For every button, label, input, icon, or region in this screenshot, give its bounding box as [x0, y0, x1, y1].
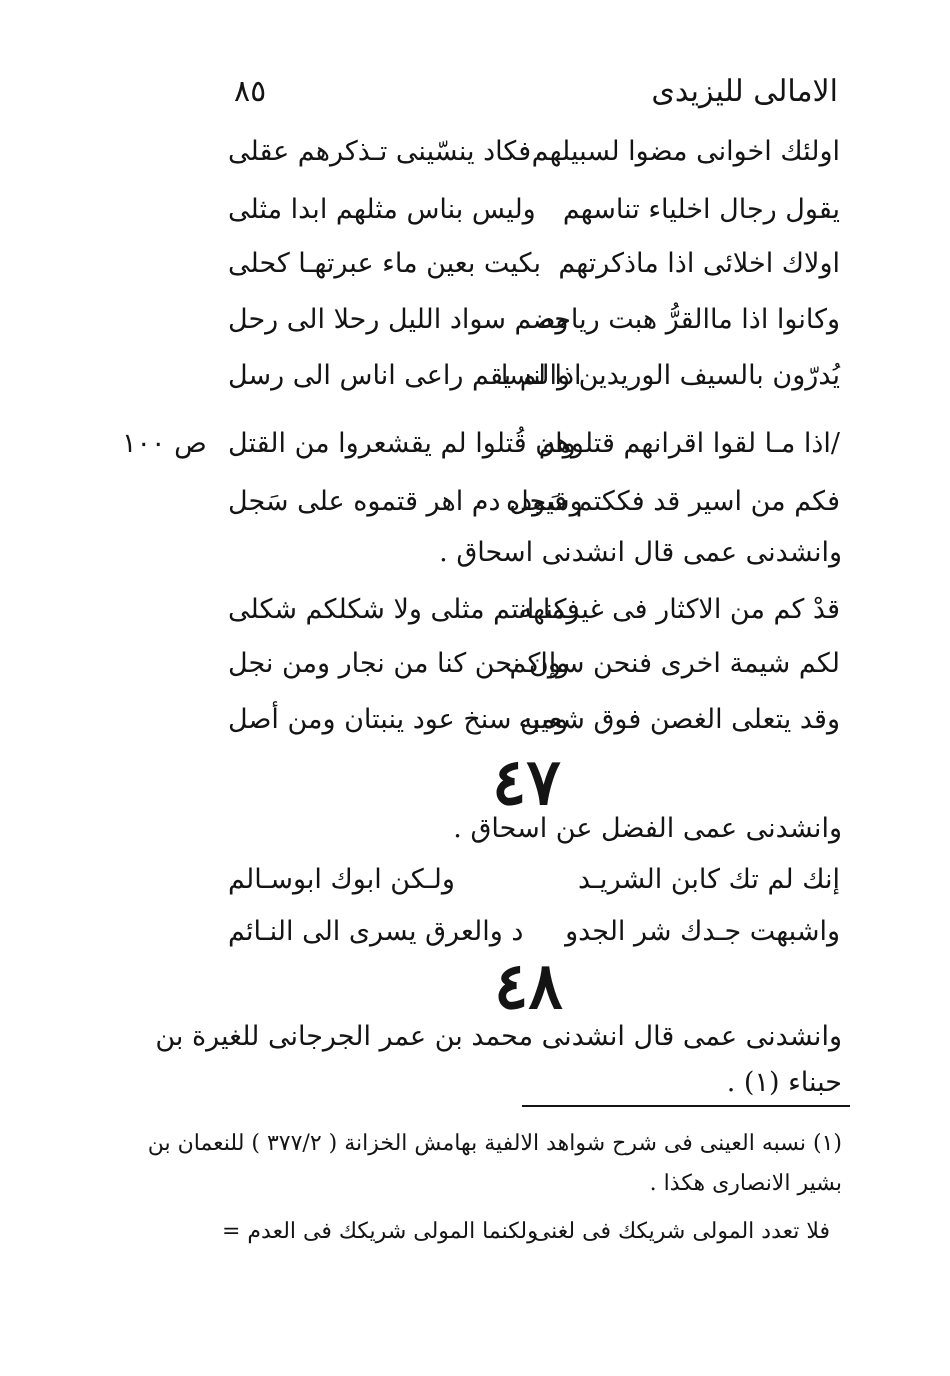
verse-second-hemistich: وان قُتلوا لم يقشعروا من القتل	[228, 428, 576, 459]
verse-first-hemistich: واشبهت جـدك شر الجدو	[565, 916, 840, 947]
verse-line	[228, 128, 840, 176]
verse-line	[228, 856, 840, 904]
verse-second-hemistich: وإن نحن كنا من نجار ومن نجل	[228, 648, 570, 679]
verse-second-hemistich: د والعرق يسرى الى النـائم	[228, 916, 524, 947]
footnote-line: (١) نسبه العينى فى شرح شواهد الالفية بهامش الخزانة ( ٣٧٧/٢ ) للنعمان بن	[147, 1131, 842, 1156]
verse-second-hemistich: فما انتم مثلى ولا شكلكم شكلى	[228, 594, 580, 625]
verse-first-hemistich: يُدرّون بالسيف الوريدين والنسا	[500, 360, 840, 391]
prose-line: وانشدنى عمى الفضل عن اسحاق .	[453, 813, 842, 844]
footnote-verse-first-hemistich: فلا تعدد المولى شريكك فى لغنى	[532, 1219, 830, 1244]
section-number: ٤٨	[494, 949, 563, 1024]
footnote-separator	[522, 1105, 850, 1107]
section-number: ٤٧	[492, 745, 561, 820]
verse-first-hemistich: وكانوا اذا ماالقرُّ هبت رياحه	[539, 304, 840, 335]
verse-second-hemistich: فكاد ينسّينى تـذكرهم عقلى	[228, 136, 532, 167]
verse-first-hemistich: /اذا مـا لقوا اقرانهم قتلوهم	[538, 428, 840, 459]
verse-second-hemistich: ومن سنخ عود ينبتان ومن أصل	[228, 704, 569, 735]
margin-page-reference: ص ١٠٠	[122, 428, 207, 459]
verse-second-hemistich: بكيت بعين ماء عبرتهـا كحلى	[228, 248, 542, 279]
verse-first-hemistich: اولاك اخلائى اذا ماذكرتهم	[558, 248, 840, 279]
verse-line	[228, 640, 840, 688]
verse-line	[228, 186, 840, 234]
verse-line	[228, 352, 840, 400]
verse-line	[228, 296, 840, 344]
verse-first-hemistich: اولئك اخوانى مضوا لسبيلهم	[531, 136, 840, 167]
page-number: ٨٥	[234, 74, 267, 109]
prose-line: وانشدنى عمى قال انشدنى اسحاق .	[439, 537, 842, 568]
running-header-title: الامالى لليزيدى	[651, 74, 838, 109]
prose-line: وانشدنى عمى قال انشدنى محمد بن عمر الجرجانى للغيرة بن	[155, 1021, 842, 1052]
verse-second-hemistich: ولـكن ابوك ابوسـالم	[228, 864, 455, 895]
footnote-line: بشير الانصارى هكذا .	[649, 1171, 842, 1196]
verse-line	[228, 696, 840, 744]
verse-first-hemistich: قدْ كم من الاكثار فى غيركنهه	[518, 594, 840, 625]
verse-first-hemistich: إنك لم تك كابن الشريـد	[577, 864, 840, 895]
verse-line	[228, 420, 840, 468]
verse-second-hemistich: وسَجل دم اهر قتموه على سَجل	[228, 486, 583, 517]
verse-first-hemistich: وقد يتعلى الغصن فوق شعيبه	[518, 704, 840, 735]
verse-first-hemistich: يقول رجال اخلياء تناسهم	[562, 194, 840, 225]
footnote-verse-second-hemistich: ولكنما المولى شريكك فى العدم =	[222, 1219, 538, 1244]
verse-second-hemistich: اذا لم يقم راعى اناس الى رسل	[228, 360, 582, 391]
verse-second-hemistich: وليس بناس مثلهم ابدا مثلى	[228, 194, 536, 225]
prose-line: حبناء (١) .	[726, 1067, 842, 1098]
verse-line	[228, 240, 840, 288]
verse-line	[228, 586, 840, 634]
verse-first-hemistich: لكم شيمة اخرى فنحن سواكم	[509, 648, 840, 679]
verse-second-hemistich: وضم سواد الليل رحلا الى رحل	[228, 304, 569, 335]
verse-first-hemistich: فكم من اسير قد فككتم قيوده	[506, 486, 840, 517]
verse-line	[228, 478, 840, 526]
